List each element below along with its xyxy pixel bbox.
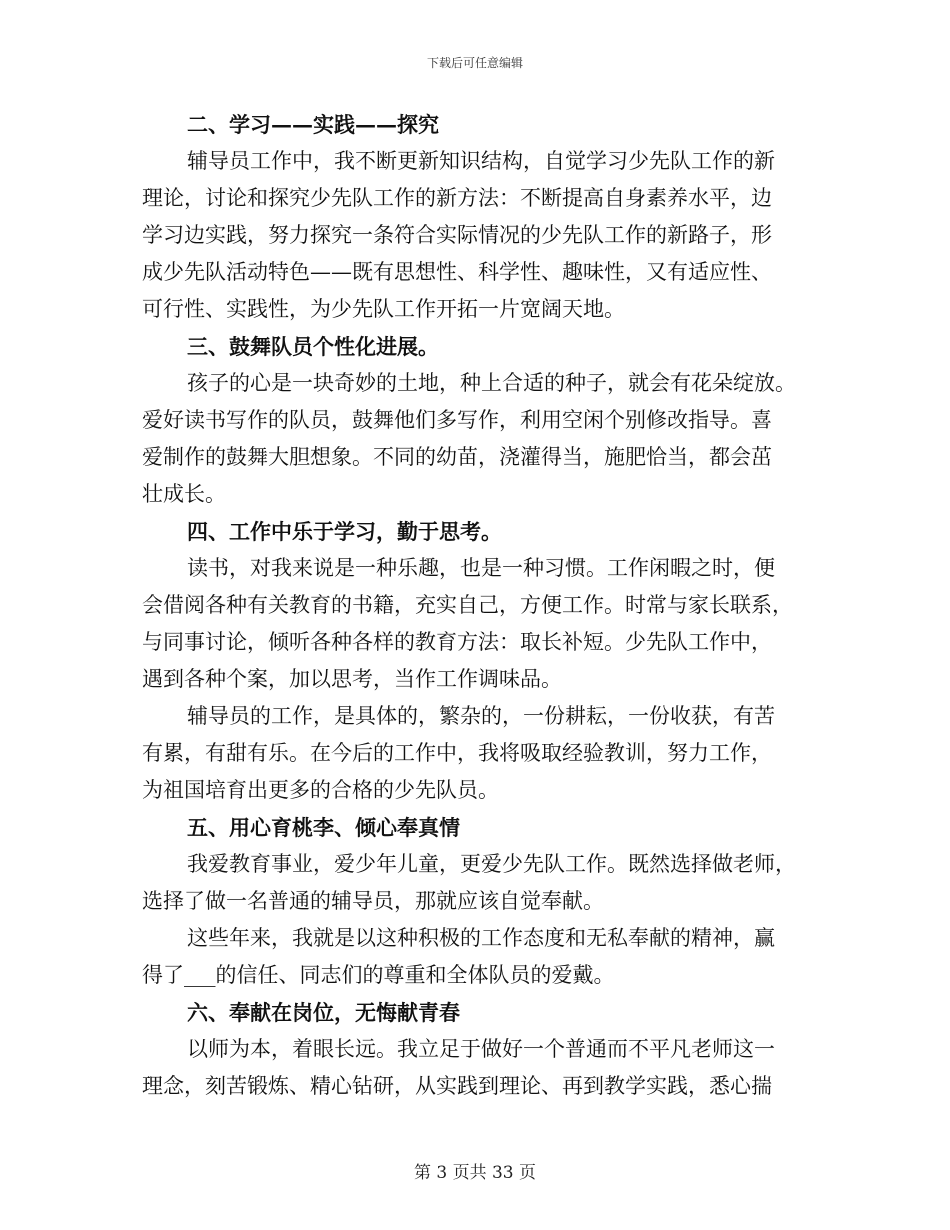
paragraph-line: 成少先队活动特色——既有思想性、科学性、趣味性，又有适应性、 [142,260,772,284]
paragraph-line: 得了___的信任、同志们的尊重和全体队员的爱戴。 [142,963,615,987]
heading-text: 四、工作中乐于学习，勤于思考。 [187,519,502,544]
paragraph-line: 我爱教育事业，爱少年儿童，更爱少先队工作。既然选择做老师， [187,852,796,876]
paragraph-line: 读书，对我来说是一种乐趣，也是一种习惯。工作闲暇之时，便 [187,556,775,580]
body-paragraph [142,920,822,994]
paragraph-line: 辅导员的工作，是具体的，繁杂的，一份耕耘，一份收获，有苦 [187,704,775,728]
paragraph-line: 学习边实践，努力探究一条符合实际情况的少先队工作的新路子，形 [142,223,772,247]
section-heading [142,513,822,550]
body-paragraph [142,550,822,698]
paragraph-line: 可行性、实践性，为少先队工作开拓一片宽阔天地。 [142,297,625,321]
paragraph-line: 以师为本，着眼长远。我立足于做好一个普通而不平凡老师这一 [187,1037,775,1061]
paragraph-line: 壮成长。 [142,482,226,506]
page-footer: 第 3 页共 33 页 [413,1163,537,1183]
body-paragraph [142,143,822,328]
section-heading [142,994,822,1031]
heading-text: 二、学习——实践——探究 [187,112,439,137]
section-heading [142,328,822,365]
paragraph-line: 与同事讨论，倾听各种各样的教育方法：取长补短。少先队工作中， [142,630,772,654]
paragraph-line: 有累，有甜有乐。在今后的工作中，我将吸取经验教训，努力工作， [142,741,772,765]
body-paragraph [142,365,822,513]
paragraph-line: 遇到各种个案，加以思考，当作工作调味品。 [142,667,562,691]
paragraph-line: 选择了做一名普通的辅导员，那就应该自觉奉献。 [142,889,604,913]
paragraph-line: 辅导员工作中，我不断更新知识结构，自觉学习少先队工作的新 [187,149,775,173]
section-heading [142,106,822,143]
heading-text: 三、鼓舞队员个性化进展。 [187,334,439,359]
section-heading [142,809,822,846]
heading-text: 六、奉献在岗位，无悔献青春 [187,1000,460,1025]
paragraph-line: 理念，刻苦锻炼、精心钻研，从实践到理论、再到教学实践，悉心揣 [142,1074,772,1098]
body-paragraph [142,698,822,809]
paragraph-line: 会借阅各种有关教育的书籍，充实自己，方便工作。时常与家长联系， [142,593,793,617]
body-paragraph [142,1031,822,1105]
body-paragraph [142,846,822,920]
paragraph-line: 这些年来，我就是以这种积极的工作态度和无私奉献的精神，赢 [187,926,775,950]
paragraph-line: 为祖国培育出更多的合格的少先队员。 [142,778,499,802]
paragraph-line: 爱好读书写作的队员，鼓舞他们多写作，利用空闲个别修改指导。喜 [142,408,772,432]
page-header: 下载后可任意编辑 [426,56,523,70]
paragraph-line: 爱制作的鼓舞大胆想象。不同的幼苗，浇灌得当，施肥恰当，都会茁 [142,445,772,469]
heading-text: 五、用心育桃李、倾心奉真情 [187,815,460,840]
paragraph-line: 理论，讨论和探究少先队工作的新方法：不断提高自身素养水平，边 [142,186,772,210]
paragraph-line: 孩子的心是一块奇妙的土地，种上合适的种子，就会有花朵绽放。 [187,371,796,395]
document-body [142,106,822,1105]
